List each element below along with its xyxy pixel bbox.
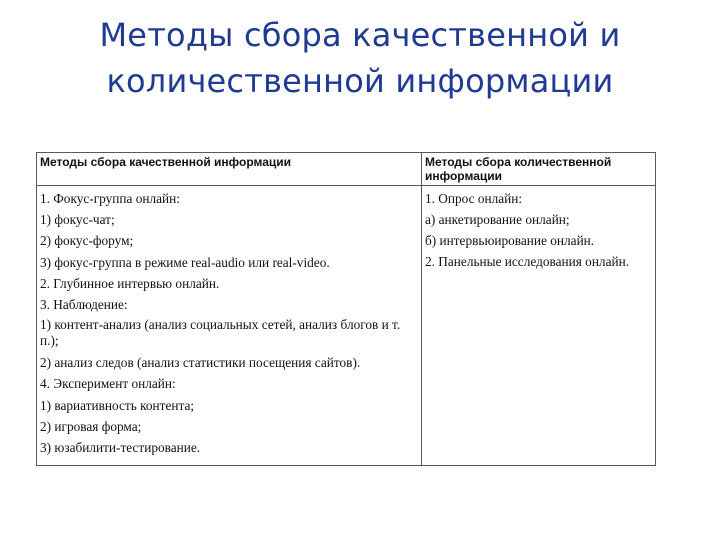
list-item: 2. Глубинное интервью онлайн. <box>40 275 220 291</box>
slide-title <box>0 12 720 104</box>
list-item: 2) фокус-форум; <box>40 233 134 249</box>
header-qualitative: Методы сбора качественной информации <box>37 153 422 186</box>
list-item: а) анкетирование онлайн; <box>425 212 570 228</box>
quantitative-methods-cell <box>422 186 656 466</box>
slide-title-line-1: Методы сбора качественной и <box>99 16 621 54</box>
list-item: 1. Фокус-группа онлайн: <box>40 191 180 206</box>
list-item: 1. Опрос онлайн: <box>425 191 523 206</box>
list-item: б) интервьюирование онлайн. <box>425 233 595 249</box>
qualitative-methods-cell <box>37 186 422 466</box>
slide-title-line-2: количественной информации <box>106 62 614 100</box>
list-item: 1) вариативность контента; <box>40 397 195 413</box>
table-header-row <box>37 153 656 186</box>
list-item: 3) фокус-группа в режиме real-audio или real-video. <box>40 254 330 270</box>
list-item: 2. Панельные исследования онлайн. <box>425 253 630 269</box>
list-item: 2) игровая форма; <box>40 418 142 434</box>
header-quantitative: Методы сбора количественной информации <box>422 153 656 186</box>
list-item: 1) контент-анализ (анализ социальных сетей, анализ блогов и т. п.); <box>40 317 401 349</box>
list-item: 3. Наблюдение: <box>40 297 128 313</box>
table-body-row <box>37 186 656 466</box>
list-item: 3) юзабилити-тестирование. <box>40 440 201 456</box>
list-item: 2) анализ следов (анализ статистики посещения сайтов). <box>40 355 361 371</box>
list-item: 1) фокус-чат; <box>40 212 115 228</box>
list-item: 4. Эксперимент онлайн: <box>40 376 176 392</box>
methods-table <box>36 152 656 466</box>
